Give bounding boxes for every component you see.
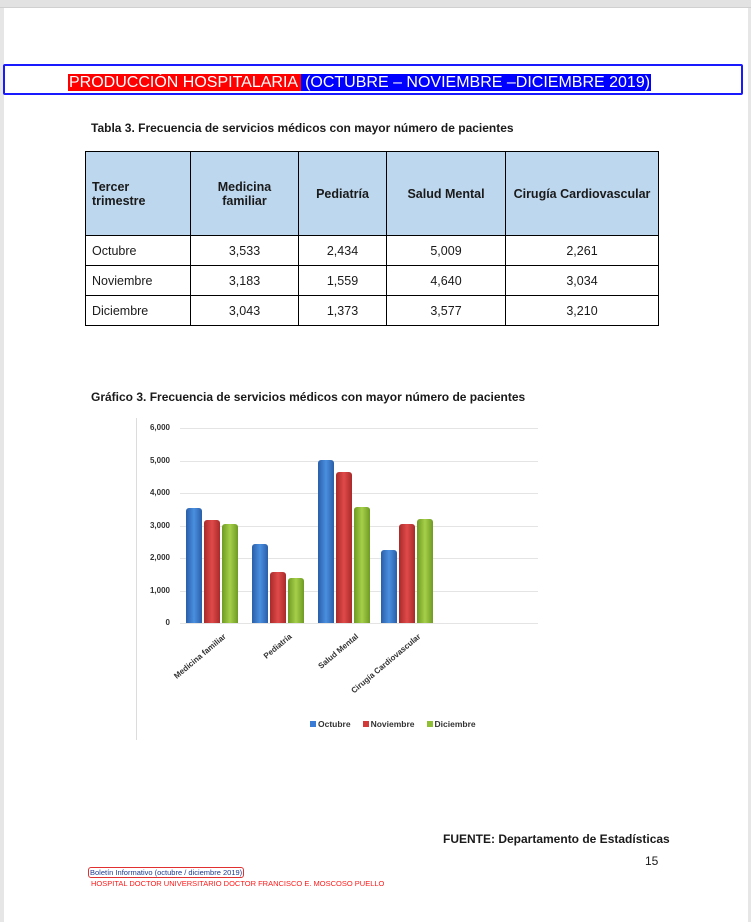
legend-swatch-green xyxy=(427,721,433,727)
document-page xyxy=(4,8,748,922)
bar-noviembre xyxy=(270,572,286,623)
services-table xyxy=(85,151,659,326)
y-tick-label: 0 xyxy=(165,618,170,627)
month-cell: Diciembre xyxy=(86,296,191,326)
table-row xyxy=(86,296,659,326)
bar-octubre xyxy=(252,544,268,623)
value-cell: 3,210 xyxy=(506,296,659,326)
value-cell: 3,183 xyxy=(191,266,299,296)
y-tick-label: 2,000 xyxy=(149,553,170,562)
table-row xyxy=(86,236,659,266)
bar-diciembre xyxy=(222,524,238,623)
viewer-top-bar xyxy=(0,0,751,8)
bar-noviembre xyxy=(336,472,352,623)
value-cell: 5,009 xyxy=(387,236,506,266)
x-category-label: Pediatría xyxy=(262,632,294,661)
footer-bulletin: Boletín Informativo (octubre / diciembre 2019) xyxy=(90,868,243,877)
value-cell: 3,533 xyxy=(191,236,299,266)
legend-swatch-blue xyxy=(310,721,316,727)
gridline xyxy=(180,461,538,462)
month-cell: Noviembre xyxy=(86,266,191,296)
bar-noviembre xyxy=(399,524,415,623)
table-caption: Tabla 3. Frecuencia de servicios médicos con mayor número de pacientes xyxy=(91,121,514,135)
legend-label: Diciembre xyxy=(434,719,476,729)
legend-swatch-red xyxy=(363,721,369,727)
header-cell: Salud Mental xyxy=(387,152,506,236)
legend-label: Octubre xyxy=(318,719,351,729)
header-cell: Tercer trimestre xyxy=(86,152,191,236)
gridline xyxy=(180,623,538,624)
y-tick-label: 1,000 xyxy=(149,585,170,595)
y-tick-label: 4,000 xyxy=(149,488,170,497)
legend-item-octubre xyxy=(310,719,351,729)
page-number: 15 xyxy=(645,854,659,868)
x-category-label: Medicina familiar xyxy=(172,632,228,681)
header-cell: Medicina familiar xyxy=(191,152,299,236)
bar-diciembre xyxy=(417,519,433,623)
x-category-label: Salud Mental xyxy=(316,632,360,671)
value-cell: 4,640 xyxy=(387,266,506,296)
header-cell: Cirugía Cardiovascular xyxy=(506,152,659,236)
footer-hospital: HOSPITAL DOCTOR UNIVERSITARIO DOCTOR FRANCISCO E. MOSCOSO PUELLO xyxy=(91,879,385,888)
bar-diciembre xyxy=(288,578,304,623)
value-cell: 3,043 xyxy=(191,296,299,326)
bar-noviembre xyxy=(204,520,220,623)
bar-octubre xyxy=(318,460,334,623)
gridline xyxy=(180,428,538,429)
month-cell: Octubre xyxy=(86,236,191,266)
title-blue-part: (OCTUBRE – NOVIEMBRE –DICIEMBRE 2019) xyxy=(301,74,651,91)
header-cell: Pediatría xyxy=(299,152,387,236)
bar-octubre xyxy=(381,550,397,623)
bar-octubre xyxy=(186,508,202,623)
value-cell: 3,577 xyxy=(387,296,506,326)
value-cell: 3,034 xyxy=(506,266,659,296)
chart-left-border xyxy=(136,418,137,740)
value-cell: 1,559 xyxy=(299,266,387,296)
table-header-row xyxy=(86,152,659,236)
value-cell: 2,261 xyxy=(506,236,659,266)
legend-item-noviembre xyxy=(363,719,415,729)
legend-item-diciembre xyxy=(427,719,476,729)
y-tick-label: 5,000 xyxy=(149,455,170,465)
page-title xyxy=(68,72,651,94)
x-category-label: Cirugía Cardiovascular xyxy=(349,632,423,696)
value-cell: 1,373 xyxy=(299,296,387,326)
y-tick-label: 6,000 xyxy=(149,423,170,432)
value-cell: 2,434 xyxy=(299,236,387,266)
legend-label: Noviembre xyxy=(370,719,415,729)
table-row xyxy=(86,266,659,296)
source-note: FUENTE: Departamento de Estadísticas xyxy=(443,832,670,846)
y-tick-label: 3,000 xyxy=(149,520,170,530)
title-red-part: PRODUCCIÓN HOSPITALARIA xyxy=(68,74,301,91)
chart-legend xyxy=(310,719,476,729)
gridline xyxy=(180,493,538,494)
bar-diciembre xyxy=(354,507,370,623)
chart-caption: Gráfico 3. Frecuencia de servicios médicos con mayor número de pacientes xyxy=(91,390,526,404)
